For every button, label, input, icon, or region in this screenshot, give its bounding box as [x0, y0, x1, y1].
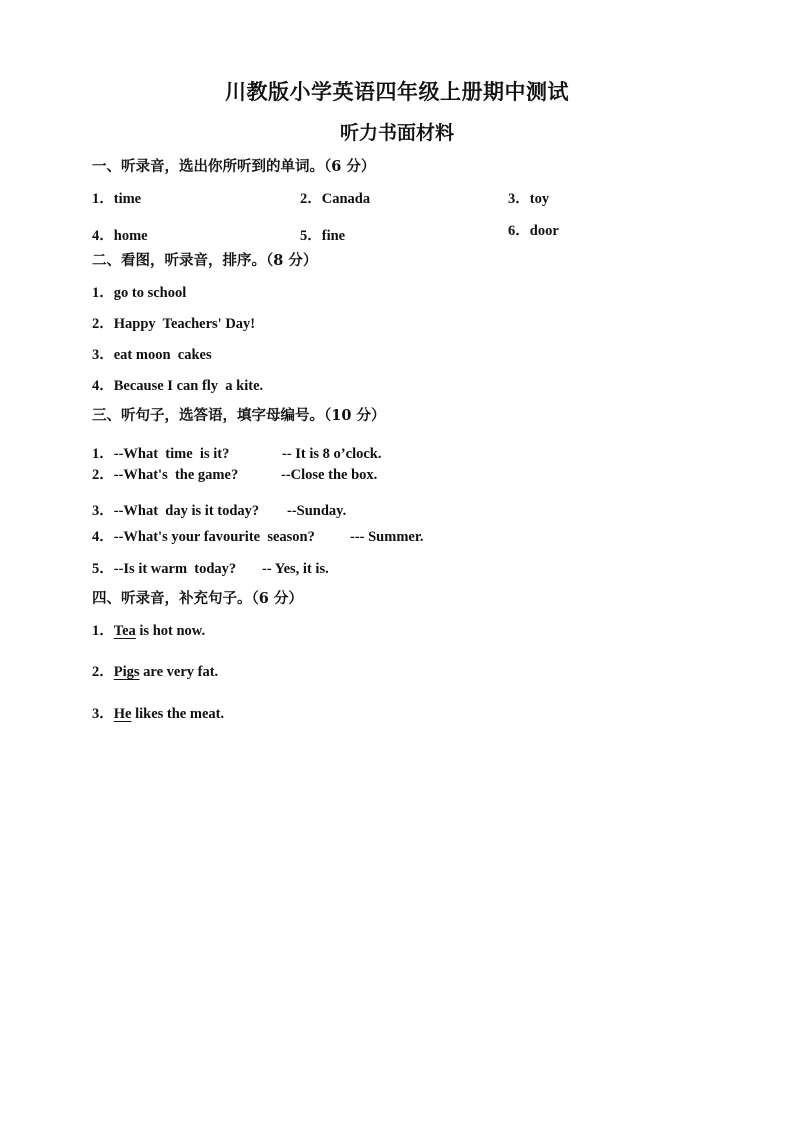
answer-text: --Close the box. — [281, 467, 378, 483]
word-item — [300, 227, 345, 245]
item-number: 3． — [92, 503, 114, 519]
section-2-heading: 二、看图，听录音，排序。（8 分） — [92, 252, 318, 269]
dialogue-item — [92, 560, 236, 578]
item-number: 4． — [92, 378, 114, 394]
order-item — [92, 284, 186, 302]
word-item — [508, 222, 559, 240]
answer-text: -- Yes, it is. — [262, 561, 329, 577]
section-1-heading: 一、听录音，选出你所听到的单词。（6 分） — [92, 158, 376, 175]
item-text: is hot now. — [135, 623, 206, 639]
dialogue-item — [92, 466, 238, 484]
word-item — [92, 227, 148, 245]
order-item — [92, 377, 263, 395]
question-text: --What time is it? — [113, 446, 230, 462]
order-item — [92, 346, 212, 364]
item-text: time — [113, 191, 142, 207]
item-text: Canada — [321, 191, 371, 207]
fill-item — [92, 705, 224, 723]
item-number: 2． — [300, 191, 322, 207]
document-subtitle: 听力书面材料 — [339, 122, 454, 144]
item-text: likes the meat. — [131, 706, 225, 722]
filled-blank: Pigs — [113, 664, 140, 680]
dialogue-item — [92, 528, 315, 546]
item-text: are very fat. — [139, 664, 219, 680]
item-text: home — [113, 228, 148, 244]
item-number: 2． — [92, 664, 114, 680]
item-number: 5． — [300, 228, 322, 244]
item-number: 3． — [92, 706, 114, 722]
item-text: Happy Teachers' Day! — [113, 316, 256, 332]
section-4-heading: 四、听录音，补充句子。（6 分） — [92, 590, 303, 607]
word-item — [92, 190, 141, 208]
filled-blank: He — [113, 706, 132, 722]
word-item — [300, 190, 370, 208]
order-item — [92, 315, 255, 333]
dialogue-item — [92, 502, 259, 520]
item-number: 6． — [508, 223, 530, 239]
answer-text: --- Summer. — [350, 529, 424, 545]
section-3-heading: 三、听句子，选答语，填字母编号。（10 分） — [92, 407, 386, 424]
item-text: door — [529, 223, 559, 239]
document-title: 川教版小学英语四年级上册期中测试 — [225, 79, 569, 104]
answer-text: -- It is 8 o’clock. — [282, 446, 382, 462]
item-number: 3． — [92, 347, 114, 363]
item-number: 4． — [92, 228, 114, 244]
item-text: fine — [321, 228, 346, 244]
item-number: 1． — [92, 623, 114, 639]
item-number: 1． — [92, 446, 114, 462]
question-text: --What's your favourite season? — [113, 529, 315, 545]
fill-item — [92, 622, 205, 640]
filled-blank: Tea — [113, 623, 136, 639]
item-text: go to school — [113, 285, 187, 301]
question-text: --Is it warm today? — [113, 561, 237, 577]
dialogue-item — [92, 445, 229, 463]
item-number: 2． — [92, 316, 114, 332]
item-text: Because I can fly a kite. — [113, 378, 264, 394]
item-number: 1． — [92, 285, 114, 301]
item-text: toy — [529, 191, 550, 207]
question-text: --What day is it today? — [113, 503, 260, 519]
item-text: eat moon cakes — [113, 347, 212, 363]
answer-text: --Sunday. — [287, 503, 347, 519]
word-item — [508, 190, 549, 208]
item-number: 5． — [92, 561, 114, 577]
item-number: 1． — [92, 191, 114, 207]
item-number: 2． — [92, 467, 114, 483]
fill-item — [92, 663, 218, 681]
item-number: 4． — [92, 529, 114, 545]
item-number: 3． — [508, 191, 530, 207]
question-text: --What's the game? — [113, 467, 239, 483]
